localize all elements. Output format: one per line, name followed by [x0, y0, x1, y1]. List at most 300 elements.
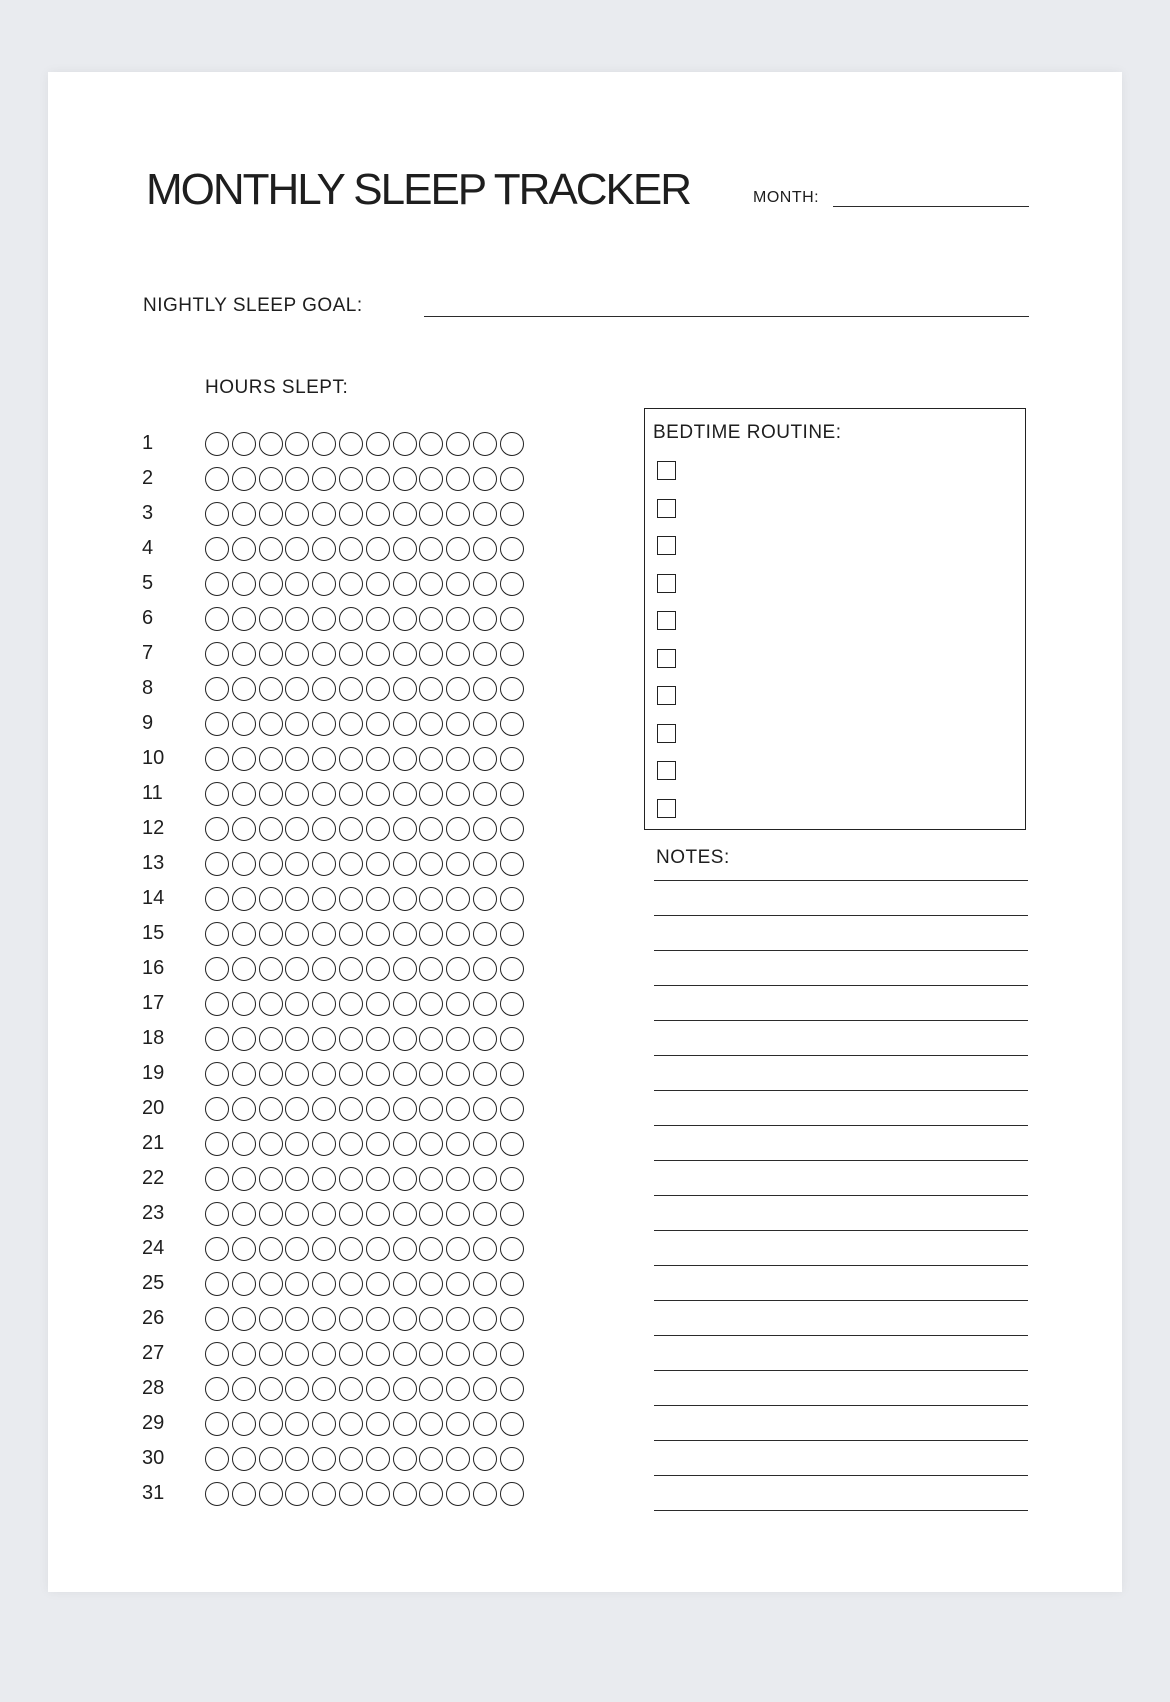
hour-circle[interactable]: [339, 817, 363, 841]
hour-circle[interactable]: [473, 1202, 497, 1226]
hour-circle[interactable]: [419, 607, 443, 631]
hour-circle[interactable]: [339, 677, 363, 701]
hour-circle[interactable]: [312, 1062, 336, 1086]
hour-circle[interactable]: [419, 467, 443, 491]
hour-circle[interactable]: [339, 1202, 363, 1226]
hour-circle[interactable]: [312, 922, 336, 946]
hour-circle[interactable]: [312, 572, 336, 596]
hour-circle[interactable]: [366, 852, 390, 876]
hour-circle[interactable]: [232, 607, 256, 631]
hour-circle[interactable]: [285, 1237, 309, 1261]
hour-circle[interactable]: [419, 677, 443, 701]
hour-circle[interactable]: [339, 537, 363, 561]
hour-circle[interactable]: [366, 1482, 390, 1506]
hour-circle[interactable]: [232, 1447, 256, 1471]
hour-circle[interactable]: [366, 1167, 390, 1191]
hour-circle[interactable]: [500, 1447, 524, 1471]
hour-circle[interactable]: [419, 1027, 443, 1051]
hour-circle[interactable]: [339, 1307, 363, 1331]
notes-line[interactable]: [654, 1125, 1028, 1126]
hour-circle[interactable]: [285, 992, 309, 1016]
hour-circle[interactable]: [473, 1097, 497, 1121]
hour-circle[interactable]: [419, 572, 443, 596]
hour-circle[interactable]: [366, 992, 390, 1016]
hour-circle[interactable]: [393, 467, 417, 491]
hour-circle[interactable]: [205, 1412, 229, 1436]
hour-circle[interactable]: [500, 1027, 524, 1051]
hour-circle[interactable]: [205, 817, 229, 841]
hour-circle[interactable]: [312, 537, 336, 561]
hour-circle[interactable]: [312, 1447, 336, 1471]
hour-circle[interactable]: [285, 1132, 309, 1156]
hour-circle[interactable]: [285, 852, 309, 876]
hour-circle[interactable]: [393, 607, 417, 631]
hour-circle[interactable]: [339, 1062, 363, 1086]
hour-circle[interactable]: [500, 712, 524, 736]
hour-circle[interactable]: [500, 992, 524, 1016]
hour-circle[interactable]: [419, 922, 443, 946]
hour-circle[interactable]: [232, 1412, 256, 1436]
hour-circle[interactable]: [259, 537, 283, 561]
hour-circle[interactable]: [232, 677, 256, 701]
hour-circle[interactable]: [446, 467, 470, 491]
hour-circle[interactable]: [393, 1202, 417, 1226]
hour-circle[interactable]: [312, 747, 336, 771]
hour-circle[interactable]: [259, 957, 283, 981]
hour-circle[interactable]: [393, 572, 417, 596]
hour-circle[interactable]: [446, 817, 470, 841]
hour-circle[interactable]: [419, 992, 443, 1016]
hour-circle[interactable]: [205, 1132, 229, 1156]
hour-circle[interactable]: [312, 432, 336, 456]
hour-circle[interactable]: [500, 642, 524, 666]
hour-circle[interactable]: [259, 1272, 283, 1296]
hour-circle[interactable]: [366, 957, 390, 981]
hour-circle[interactable]: [446, 1027, 470, 1051]
hour-circle[interactable]: [285, 887, 309, 911]
hour-circle[interactable]: [393, 677, 417, 701]
hour-circle[interactable]: [366, 1307, 390, 1331]
hour-circle[interactable]: [205, 677, 229, 701]
hour-circle[interactable]: [419, 852, 443, 876]
hour-circle[interactable]: [419, 1342, 443, 1366]
hour-circle[interactable]: [312, 1202, 336, 1226]
hour-circle[interactable]: [259, 1202, 283, 1226]
notes-line[interactable]: [654, 950, 1028, 951]
hour-circle[interactable]: [232, 642, 256, 666]
hour-circle[interactable]: [500, 1412, 524, 1436]
routine-checkbox[interactable]: [657, 611, 676, 630]
hour-circle[interactable]: [473, 1132, 497, 1156]
hour-circle[interactable]: [339, 1447, 363, 1471]
hour-circle[interactable]: [205, 1447, 229, 1471]
hour-circle[interactable]: [473, 1377, 497, 1401]
hour-circle[interactable]: [285, 1307, 309, 1331]
hour-circle[interactable]: [259, 1167, 283, 1191]
hour-circle[interactable]: [312, 1342, 336, 1366]
notes-line[interactable]: [654, 1440, 1028, 1441]
hour-circle[interactable]: [473, 712, 497, 736]
hour-circle[interactable]: [259, 712, 283, 736]
hour-circle[interactable]: [285, 642, 309, 666]
hour-circle[interactable]: [339, 432, 363, 456]
hour-circle[interactable]: [285, 1202, 309, 1226]
notes-line[interactable]: [654, 1405, 1028, 1406]
hour-circle[interactable]: [339, 502, 363, 526]
hour-circle[interactable]: [339, 852, 363, 876]
hour-circle[interactable]: [446, 1377, 470, 1401]
hour-circle[interactable]: [339, 607, 363, 631]
hour-circle[interactable]: [419, 502, 443, 526]
hour-circle[interactable]: [446, 1307, 470, 1331]
hour-circle[interactable]: [473, 852, 497, 876]
routine-checkbox[interactable]: [657, 724, 676, 743]
hour-circle[interactable]: [339, 1027, 363, 1051]
hour-circle[interactable]: [446, 1237, 470, 1261]
hour-circle[interactable]: [473, 677, 497, 701]
hour-circle[interactable]: [232, 1482, 256, 1506]
hour-circle[interactable]: [473, 1307, 497, 1331]
hour-circle[interactable]: [339, 1237, 363, 1261]
hour-circle[interactable]: [285, 1167, 309, 1191]
hour-circle[interactable]: [419, 747, 443, 771]
hour-circle[interactable]: [500, 1167, 524, 1191]
hour-circle[interactable]: [500, 1202, 524, 1226]
hour-circle[interactable]: [232, 817, 256, 841]
hour-circle[interactable]: [339, 1377, 363, 1401]
hour-circle[interactable]: [419, 712, 443, 736]
hour-circle[interactable]: [285, 817, 309, 841]
hour-circle[interactable]: [339, 572, 363, 596]
hour-circle[interactable]: [259, 922, 283, 946]
hour-circle[interactable]: [473, 502, 497, 526]
hour-circle[interactable]: [232, 1237, 256, 1261]
hour-circle[interactable]: [232, 957, 256, 981]
hour-circle[interactable]: [312, 712, 336, 736]
hour-circle[interactable]: [232, 1027, 256, 1051]
hour-circle[interactable]: [366, 782, 390, 806]
hour-circle[interactable]: [339, 992, 363, 1016]
hour-circle[interactable]: [500, 537, 524, 561]
hour-circle[interactable]: [393, 712, 417, 736]
hour-circle[interactable]: [285, 1412, 309, 1436]
hour-circle[interactable]: [393, 782, 417, 806]
hour-circle[interactable]: [446, 747, 470, 771]
hour-circle[interactable]: [500, 607, 524, 631]
hour-circle[interactable]: [366, 1132, 390, 1156]
hour-circle[interactable]: [259, 747, 283, 771]
hour-circle[interactable]: [419, 1272, 443, 1296]
hour-circle[interactable]: [259, 1307, 283, 1331]
notes-line[interactable]: [654, 1090, 1028, 1091]
hour-circle[interactable]: [259, 1482, 283, 1506]
hour-circle[interactable]: [259, 1027, 283, 1051]
hour-circle[interactable]: [205, 607, 229, 631]
routine-checkbox[interactable]: [657, 574, 676, 593]
hour-circle[interactable]: [366, 1272, 390, 1296]
hour-circle[interactable]: [419, 1132, 443, 1156]
hour-circle[interactable]: [259, 782, 283, 806]
hour-circle[interactable]: [259, 1097, 283, 1121]
hour-circle[interactable]: [419, 957, 443, 981]
hour-circle[interactable]: [232, 1272, 256, 1296]
hour-circle[interactable]: [500, 432, 524, 456]
hour-circle[interactable]: [473, 992, 497, 1016]
hour-circle[interactable]: [232, 1097, 256, 1121]
hour-circle[interactable]: [446, 1062, 470, 1086]
hour-circle[interactable]: [393, 852, 417, 876]
hour-circle[interactable]: [393, 957, 417, 981]
hour-circle[interactable]: [205, 1062, 229, 1086]
hour-circle[interactable]: [285, 922, 309, 946]
hour-circle[interactable]: [393, 817, 417, 841]
hour-circle[interactable]: [205, 1272, 229, 1296]
hour-circle[interactable]: [232, 502, 256, 526]
hour-circle[interactable]: [500, 852, 524, 876]
hour-circle[interactable]: [259, 817, 283, 841]
hour-circle[interactable]: [500, 1307, 524, 1331]
hour-circle[interactable]: [312, 782, 336, 806]
hour-circle[interactable]: [500, 922, 524, 946]
hour-circle[interactable]: [393, 1167, 417, 1191]
hour-circle[interactable]: [500, 1132, 524, 1156]
hour-circle[interactable]: [446, 432, 470, 456]
hour-circle[interactable]: [312, 1097, 336, 1121]
hour-circle[interactable]: [393, 747, 417, 771]
hour-circle[interactable]: [446, 1202, 470, 1226]
hour-circle[interactable]: [259, 1412, 283, 1436]
hour-circle[interactable]: [312, 677, 336, 701]
month-field-line[interactable]: [833, 206, 1029, 207]
hour-circle[interactable]: [339, 467, 363, 491]
hour-circle[interactable]: [205, 852, 229, 876]
hour-circle[interactable]: [366, 1027, 390, 1051]
hour-circle[interactable]: [205, 887, 229, 911]
hour-circle[interactable]: [259, 992, 283, 1016]
hour-circle[interactable]: [259, 467, 283, 491]
hour-circle[interactable]: [393, 1062, 417, 1086]
hour-circle[interactable]: [500, 1062, 524, 1086]
hour-circle[interactable]: [285, 1097, 309, 1121]
hour-circle[interactable]: [366, 922, 390, 946]
hour-circle[interactable]: [500, 677, 524, 701]
hour-circle[interactable]: [285, 747, 309, 771]
hour-circle[interactable]: [366, 887, 390, 911]
hour-circle[interactable]: [259, 1342, 283, 1366]
hour-circle[interactable]: [232, 887, 256, 911]
hour-circle[interactable]: [473, 1482, 497, 1506]
hour-circle[interactable]: [366, 1237, 390, 1261]
hour-circle[interactable]: [446, 887, 470, 911]
hour-circle[interactable]: [285, 1027, 309, 1051]
hour-circle[interactable]: [312, 852, 336, 876]
hour-circle[interactable]: [446, 1447, 470, 1471]
hour-circle[interactable]: [339, 747, 363, 771]
hour-circle[interactable]: [232, 432, 256, 456]
hour-circle[interactable]: [473, 747, 497, 771]
routine-checkbox[interactable]: [657, 499, 676, 518]
hour-circle[interactable]: [259, 607, 283, 631]
hour-circle[interactable]: [366, 1062, 390, 1086]
hour-circle[interactable]: [259, 572, 283, 596]
hour-circle[interactable]: [419, 782, 443, 806]
hour-circle[interactable]: [339, 1272, 363, 1296]
hour-circle[interactable]: [285, 957, 309, 981]
hour-circle[interactable]: [205, 1202, 229, 1226]
hour-circle[interactable]: [473, 1342, 497, 1366]
hour-circle[interactable]: [446, 1132, 470, 1156]
hour-circle[interactable]: [285, 467, 309, 491]
routine-checkbox[interactable]: [657, 649, 676, 668]
hour-circle[interactable]: [473, 1167, 497, 1191]
hour-circle[interactable]: [393, 1377, 417, 1401]
notes-line[interactable]: [654, 1300, 1028, 1301]
hour-circle[interactable]: [366, 642, 390, 666]
hour-circle[interactable]: [205, 572, 229, 596]
hour-circle[interactable]: [312, 1412, 336, 1436]
sleep-goal-field-line[interactable]: [424, 316, 1029, 317]
notes-line[interactable]: [654, 1195, 1028, 1196]
hour-circle[interactable]: [285, 572, 309, 596]
hour-circle[interactable]: [232, 712, 256, 736]
hour-circle[interactable]: [446, 1412, 470, 1436]
hour-circle[interactable]: [500, 957, 524, 981]
hour-circle[interactable]: [205, 1237, 229, 1261]
hour-circle[interactable]: [366, 467, 390, 491]
hour-circle[interactable]: [419, 1167, 443, 1191]
notes-line[interactable]: [654, 1510, 1028, 1511]
notes-line[interactable]: [654, 1020, 1028, 1021]
hour-circle[interactable]: [419, 1447, 443, 1471]
hour-circle[interactable]: [259, 677, 283, 701]
hour-circle[interactable]: [339, 887, 363, 911]
hour-circle[interactable]: [393, 1132, 417, 1156]
hour-circle[interactable]: [232, 852, 256, 876]
hour-circle[interactable]: [473, 537, 497, 561]
hour-circle[interactable]: [366, 537, 390, 561]
hour-circle[interactable]: [366, 817, 390, 841]
routine-checkbox[interactable]: [657, 686, 676, 705]
hour-circle[interactable]: [232, 1167, 256, 1191]
hour-circle[interactable]: [419, 1097, 443, 1121]
hour-circle[interactable]: [205, 642, 229, 666]
hour-circle[interactable]: [312, 1272, 336, 1296]
hour-circle[interactable]: [205, 747, 229, 771]
hour-circle[interactable]: [419, 642, 443, 666]
hour-circle[interactable]: [446, 992, 470, 1016]
hour-circle[interactable]: [393, 1482, 417, 1506]
hour-circle[interactable]: [205, 1027, 229, 1051]
hour-circle[interactable]: [419, 1307, 443, 1331]
hour-circle[interactable]: [232, 1202, 256, 1226]
hour-circle[interactable]: [285, 432, 309, 456]
hour-circle[interactable]: [500, 1097, 524, 1121]
hour-circle[interactable]: [259, 432, 283, 456]
hour-circle[interactable]: [285, 677, 309, 701]
hour-circle[interactable]: [312, 502, 336, 526]
notes-line[interactable]: [654, 1265, 1028, 1266]
hour-circle[interactable]: [446, 502, 470, 526]
notes-line[interactable]: [654, 1475, 1028, 1476]
hour-circle[interactable]: [205, 1482, 229, 1506]
hour-circle[interactable]: [205, 502, 229, 526]
hour-circle[interactable]: [285, 1272, 309, 1296]
hour-circle[interactable]: [285, 1377, 309, 1401]
hour-circle[interactable]: [285, 1062, 309, 1086]
hour-circle[interactable]: [500, 1237, 524, 1261]
hour-circle[interactable]: [366, 1447, 390, 1471]
hour-circle[interactable]: [473, 607, 497, 631]
hour-circle[interactable]: [446, 1482, 470, 1506]
hour-circle[interactable]: [393, 1097, 417, 1121]
hour-circle[interactable]: [312, 607, 336, 631]
hour-circle[interactable]: [232, 782, 256, 806]
hour-circle[interactable]: [312, 642, 336, 666]
hour-circle[interactable]: [285, 782, 309, 806]
hour-circle[interactable]: [339, 782, 363, 806]
hour-circle[interactable]: [205, 1377, 229, 1401]
hour-circle[interactable]: [366, 712, 390, 736]
hour-circle[interactable]: [419, 1377, 443, 1401]
hour-circle[interactable]: [473, 572, 497, 596]
hour-circle[interactable]: [232, 537, 256, 561]
hour-circle[interactable]: [339, 1482, 363, 1506]
hour-circle[interactable]: [339, 1167, 363, 1191]
hour-circle[interactable]: [285, 607, 309, 631]
hour-circle[interactable]: [473, 817, 497, 841]
hour-circle[interactable]: [232, 572, 256, 596]
routine-checkbox[interactable]: [657, 799, 676, 818]
hour-circle[interactable]: [232, 1132, 256, 1156]
hour-circle[interactable]: [285, 537, 309, 561]
hour-circle[interactable]: [393, 1412, 417, 1436]
hour-circle[interactable]: [259, 1237, 283, 1261]
hour-circle[interactable]: [259, 1132, 283, 1156]
hour-circle[interactable]: [285, 1482, 309, 1506]
hour-circle[interactable]: [473, 1447, 497, 1471]
hour-circle[interactable]: [205, 992, 229, 1016]
hour-circle[interactable]: [393, 1237, 417, 1261]
hour-circle[interactable]: [473, 1272, 497, 1296]
hour-circle[interactable]: [259, 1447, 283, 1471]
hour-circle[interactable]: [419, 432, 443, 456]
hour-circle[interactable]: [446, 957, 470, 981]
notes-line[interactable]: [654, 1055, 1028, 1056]
hour-circle[interactable]: [232, 922, 256, 946]
hour-circle[interactable]: [446, 1167, 470, 1191]
hour-circle[interactable]: [393, 1447, 417, 1471]
hour-circle[interactable]: [446, 607, 470, 631]
hour-circle[interactable]: [473, 887, 497, 911]
routine-checkbox[interactable]: [657, 536, 676, 555]
hour-circle[interactable]: [393, 1342, 417, 1366]
hour-circle[interactable]: [312, 887, 336, 911]
hour-circle[interactable]: [205, 782, 229, 806]
hour-circle[interactable]: [446, 642, 470, 666]
hour-circle[interactable]: [312, 1132, 336, 1156]
hour-circle[interactable]: [446, 572, 470, 596]
hour-circle[interactable]: [419, 537, 443, 561]
hour-circle[interactable]: [500, 747, 524, 771]
routine-checkbox[interactable]: [657, 761, 676, 780]
hour-circle[interactable]: [393, 1307, 417, 1331]
hour-circle[interactable]: [232, 1377, 256, 1401]
hour-circle[interactable]: [419, 1062, 443, 1086]
hour-circle[interactable]: [339, 922, 363, 946]
hour-circle[interactable]: [232, 467, 256, 491]
hour-circle[interactable]: [500, 1342, 524, 1366]
hour-circle[interactable]: [419, 887, 443, 911]
